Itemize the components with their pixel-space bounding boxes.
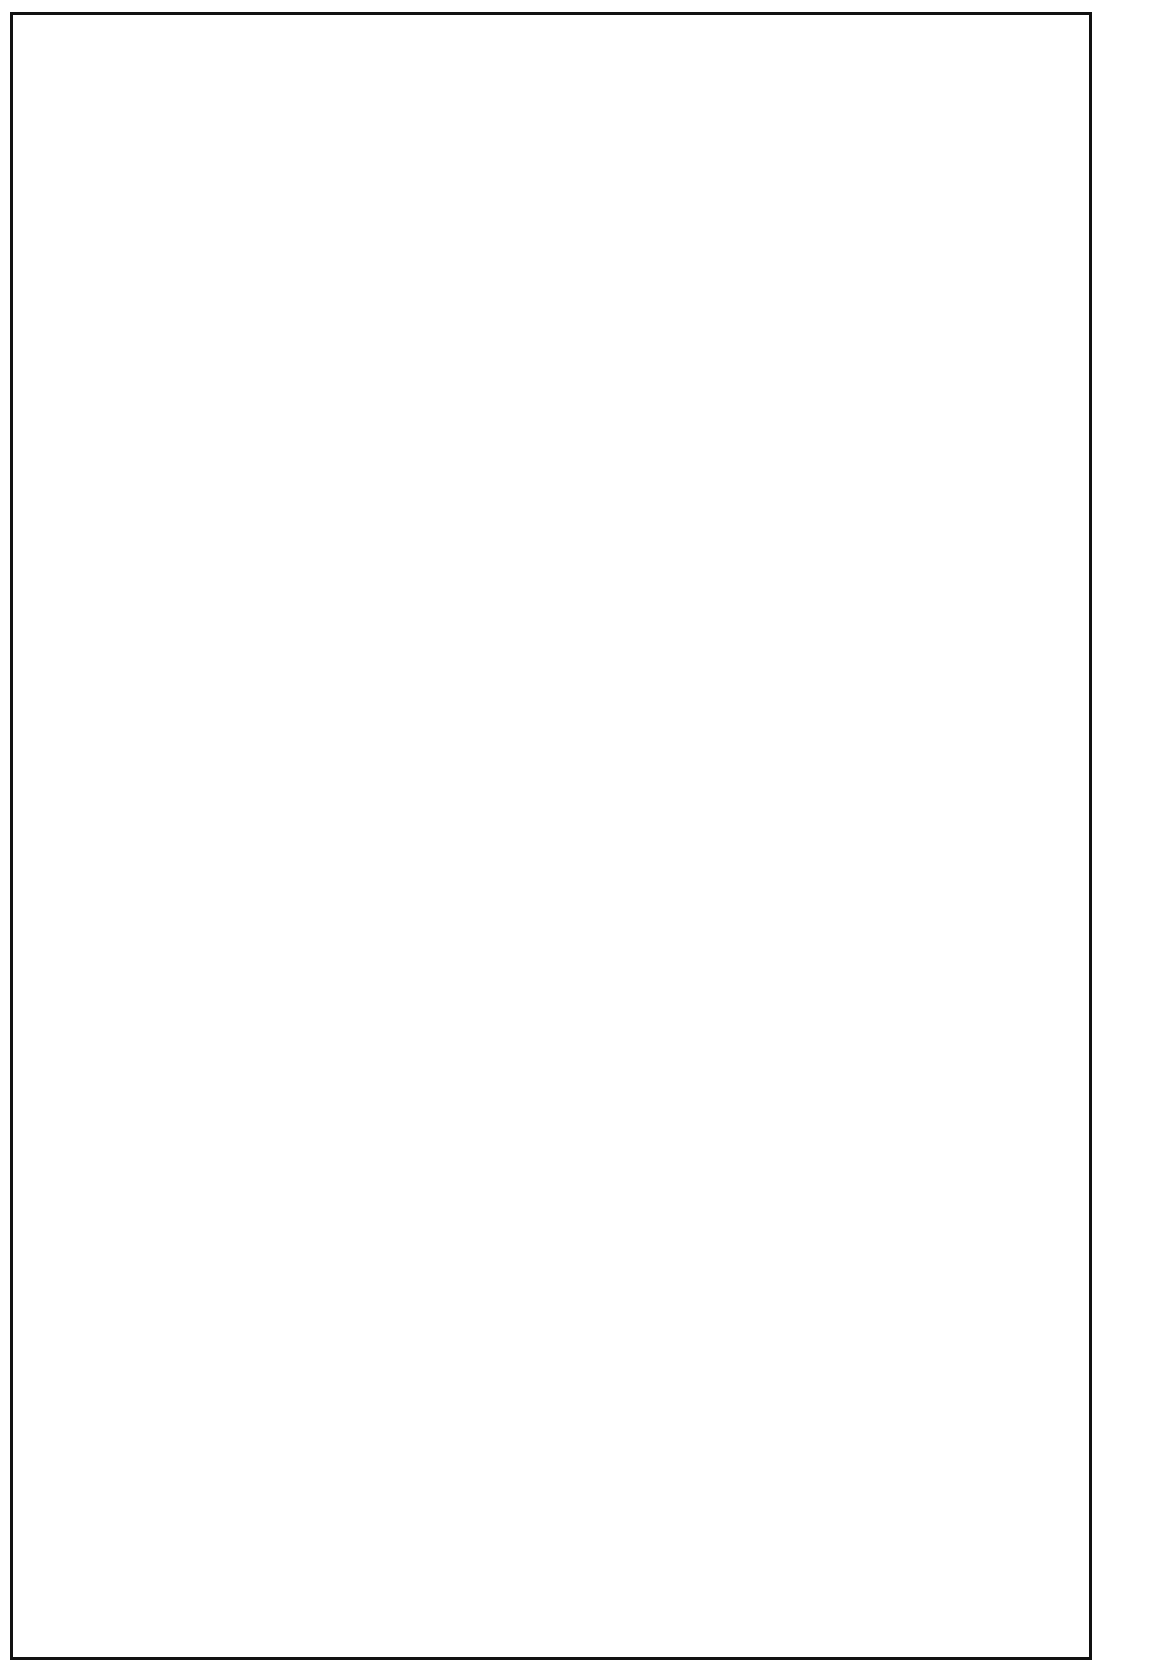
- margin-right: [1097, 0, 1153, 1673]
- page-frame: [10, 12, 1092, 1660]
